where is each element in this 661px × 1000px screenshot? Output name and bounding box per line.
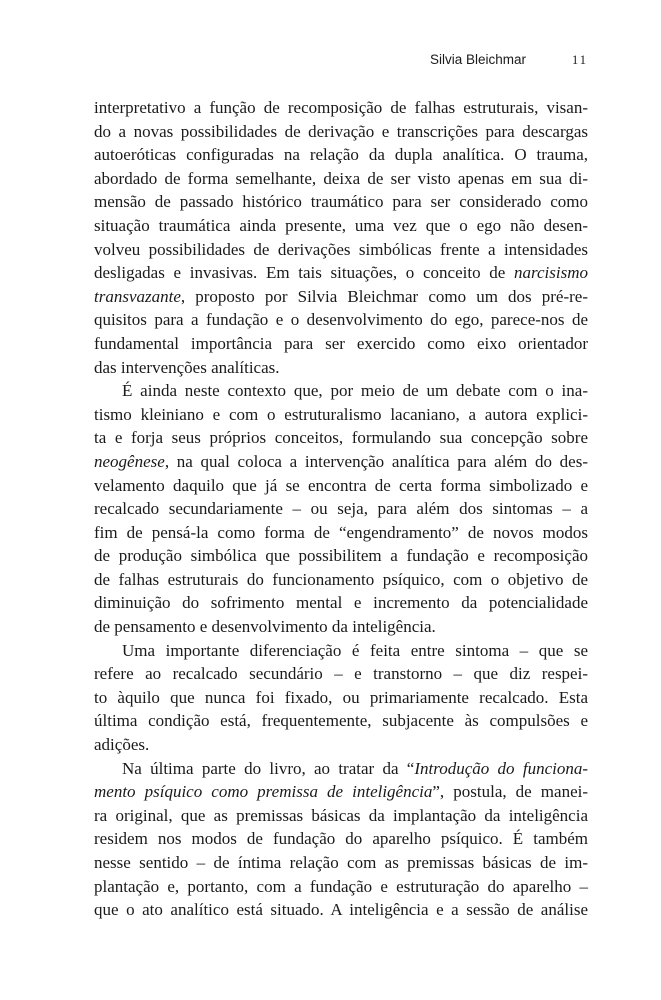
page-number: 11 [571, 53, 588, 67]
text-line: adições. [94, 735, 150, 755]
italic-title: Introdução do funciona- [414, 758, 588, 778]
text-line: tismo kleiniano e com o estruturalismo lacaniano, a autora explici- [94, 404, 588, 424]
text-line: interpretativo a função de recomposição de falhas estruturais, visan- [94, 98, 588, 117]
text-line: autoeróticas configuradas na relação da dupla analítica. O trauma, [94, 145, 588, 165]
text-line: do a novas possibilidades de derivação e transcrições para descargas [94, 121, 588, 141]
text-line: mensão de passado histórico traumático para ser considerado como [94, 192, 588, 212]
paragraph-1 [94, 96, 588, 379]
text-line: de pensamento e desenvolvimento da inteligência. [94, 617, 436, 637]
running-header [94, 52, 588, 72]
text-line: fundamental importância para ser exercido como eixo orientador [94, 333, 588, 353]
text-line: das intervenções analíticas. [94, 357, 280, 377]
text-line: de falhas estruturais do funcionamento psíquico, com o objetivo de [94, 569, 588, 589]
text-line: situação traumática ainda presente, uma vez que o ego não desen- [94, 215, 588, 235]
text-line: velamento daquilo que já se encontra de certa forma simbolizado e [94, 475, 588, 495]
paragraph-4 [94, 757, 588, 922]
body-text [94, 96, 588, 922]
text-line: refere ao recalcado secundário – e transtorno – que diz respei- [94, 664, 588, 684]
italic-term: narcisismo [514, 263, 588, 283]
text-line: transvazante, proposto por Silvia Bleichmar como um dos pré-re- [94, 286, 588, 306]
text-line: É ainda neste contexto que, por meio de um debate com o ina- [122, 381, 588, 401]
text-line: que o ato analítico está situado. A inteligência e a sessão de análise [94, 900, 588, 920]
text-line: neogênese, na qual coloca a intervenção analítica para além do des- [94, 451, 588, 471]
text-line: volveu possibilidades de derivações simbólicas frente a intensidades [94, 239, 588, 259]
text-line: nesse sentido – de íntima relação com as premissas básicas de im- [94, 853, 588, 872]
text-line: Na última parte do livro, ao tratar da “Introdução do funciona- [122, 758, 588, 778]
text-line: ra original, que as premissas básicas da implantação da inteligência [94, 805, 588, 825]
italic-term: neogênese [94, 451, 165, 471]
text-line: diminuição do sofrimento mental e incremento da potencialidade [94, 593, 588, 613]
text-line: to àquilo que nunca foi fixado, ou primariamente recalcado. Esta [94, 687, 588, 707]
text-line: recalcado secundariamente – ou seja, para além dos sintomas – a [94, 499, 588, 519]
text-line: fim de pensá-la como forma de “engendramento” de novos modos [94, 522, 588, 542]
italic-term: transvazante [94, 286, 181, 306]
text-line: mento psíquico como premissa de inteligência”, postula, de manei- [94, 782, 588, 802]
paragraph-2 [94, 379, 588, 639]
text-line: abordado de forma semelhante, deixa de ser visto apenas em sua di- [94, 168, 588, 188]
text-line: quisitos para a fundação e o desenvolvimento do ego, parece-nos de [94, 310, 588, 330]
running-header-author: Silvia Bleichmar [429, 52, 526, 67]
paragraph-3 [94, 639, 588, 757]
text-line: de produção simbólica que possibilitem a fundação e recomposição [94, 546, 588, 566]
text-line: ta e forja seus próprios conceitos, formulando sua concepção sobre [94, 428, 588, 448]
italic-title: mento psíquico como premissa de inteligência [94, 782, 433, 802]
text-line: última condição está, frequentemente, subjacente às compulsões e [94, 711, 588, 731]
text-line: Uma importante diferenciação é feita entre sintoma – que se [122, 640, 588, 660]
text-line: plantação e, portanto, com a fundação e estruturação do aparelho – [94, 876, 588, 896]
text-line: desligadas e invasivas. Em tais situações, o conceito de narcisismo [94, 263, 588, 283]
text-line: residem nos modos de fundação do aparelho psíquico. É também [94, 829, 588, 849]
